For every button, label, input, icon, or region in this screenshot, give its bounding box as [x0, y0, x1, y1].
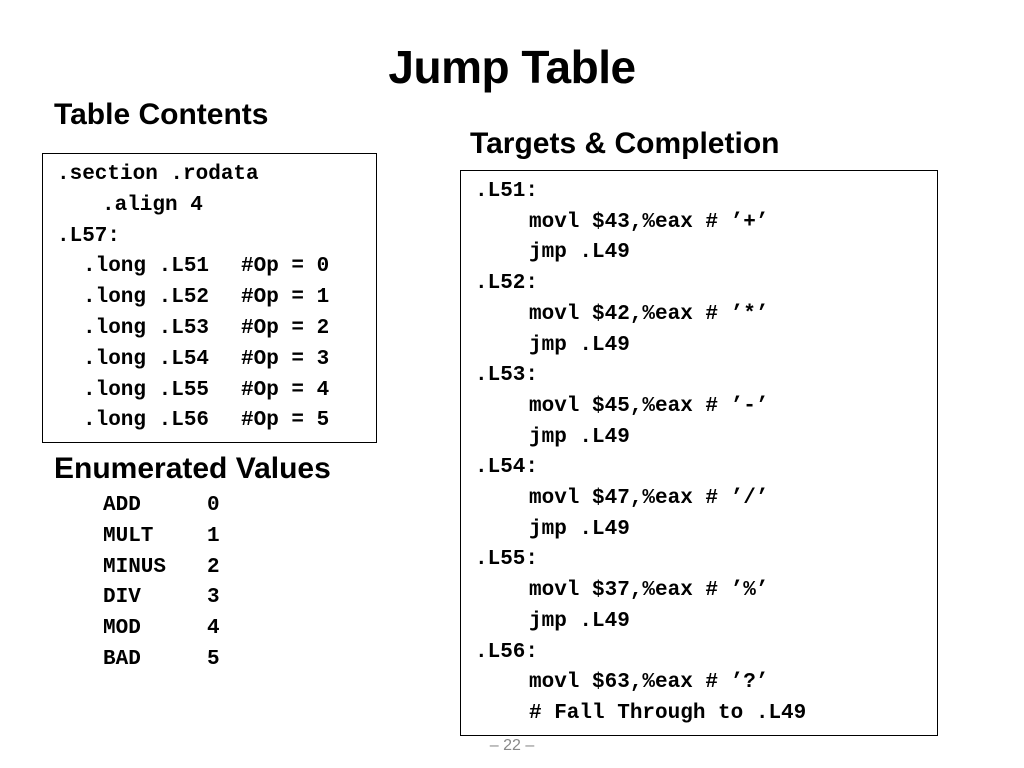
enum-value: 5 — [207, 647, 220, 671]
target-label: .L55: — [475, 548, 539, 572]
target-instruction: jmp .L49 — [529, 425, 630, 449]
target-label: .L56: — [475, 640, 539, 664]
target-instruction: jmp .L49 — [529, 333, 630, 357]
table-entry-directive: .long .L54 — [83, 347, 210, 371]
target-instruction: movl $42,%eax # ’*’ — [529, 302, 769, 326]
table-entry-comment: #Op = 5 — [241, 409, 330, 433]
target-instruction: movl $43,%eax # ’+’ — [529, 210, 769, 234]
table-entry-directive: .long .L53 — [83, 316, 210, 340]
table-entry-row — [43, 252, 376, 283]
table-entry-comment: #Op = 2 — [241, 316, 330, 340]
enum-name: ADD — [103, 494, 141, 517]
enum-row — [103, 491, 220, 522]
target-label: .L53: — [475, 364, 539, 388]
target-instruction: movl $37,%eax # ’%’ — [529, 579, 769, 603]
enum-value: 2 — [207, 555, 220, 579]
table-entry-comment: #Op = 1 — [241, 286, 330, 310]
table-contents-code-box — [42, 153, 377, 443]
table-entry-directive: .long .L55 — [83, 378, 210, 402]
enum-row — [103, 583, 220, 614]
table-entry-row — [43, 283, 376, 314]
target-label: .L52: — [475, 272, 539, 296]
targets-heading: Targets & Completion — [470, 127, 780, 160]
enum-name: BAD — [103, 647, 141, 671]
table-entry-comment: #Op = 4 — [241, 378, 330, 402]
table-entry-comment: #Op = 3 — [241, 347, 330, 371]
target-instruction: # Fall Through to .L49 — [529, 701, 807, 725]
enum-row — [103, 614, 220, 645]
table-entry-row — [43, 314, 376, 345]
enumerated-values-list — [103, 491, 220, 676]
page-number: – 22 – — [489, 737, 535, 754]
table-entry-directive: .long .L52 — [83, 286, 210, 310]
enum-name: MULT — [103, 524, 154, 548]
target-instruction: movl $63,%eax # ’?’ — [529, 671, 769, 695]
target-label: .L54: — [475, 456, 539, 480]
enum-row — [103, 553, 220, 584]
enum-name: DIV — [103, 586, 141, 610]
enum-value: 0 — [207, 494, 220, 517]
code-line-section: .section .rodata — [57, 163, 259, 186]
target-instruction: movl $47,%eax # ’/’ — [529, 487, 769, 511]
code-line-align: .align 4 — [102, 193, 203, 217]
slide-title: Jump Table — [388, 41, 636, 93]
table-entry-comment: #Op = 0 — [241, 255, 330, 279]
table-entry-row — [43, 376, 376, 407]
table-entry-directive: .long .L56 — [83, 409, 210, 433]
enum-row — [103, 522, 220, 553]
enum-name: MOD — [103, 617, 141, 641]
code-line-label: .L57: — [57, 224, 121, 248]
table-entry-row — [43, 345, 376, 376]
target-instruction: movl $45,%eax # ’-’ — [529, 394, 769, 418]
table-contents-heading: Table Contents — [54, 98, 269, 131]
table-entry-directive: .long .L51 — [83, 255, 210, 279]
enum-value: 4 — [207, 617, 220, 641]
enum-value: 3 — [207, 586, 220, 610]
target-instruction: jmp .L49 — [529, 517, 630, 541]
target-instruction: jmp .L49 — [529, 609, 630, 633]
enum-row — [103, 645, 220, 676]
target-label: .L51: — [475, 180, 539, 203]
table-entry-row — [43, 406, 376, 437]
enum-value: 1 — [207, 524, 220, 548]
enumerated-values-heading: Enumerated Values — [54, 452, 331, 485]
target-instruction: jmp .L49 — [529, 241, 630, 265]
targets-code-box — [460, 170, 938, 736]
enum-name: MINUS — [103, 555, 167, 579]
